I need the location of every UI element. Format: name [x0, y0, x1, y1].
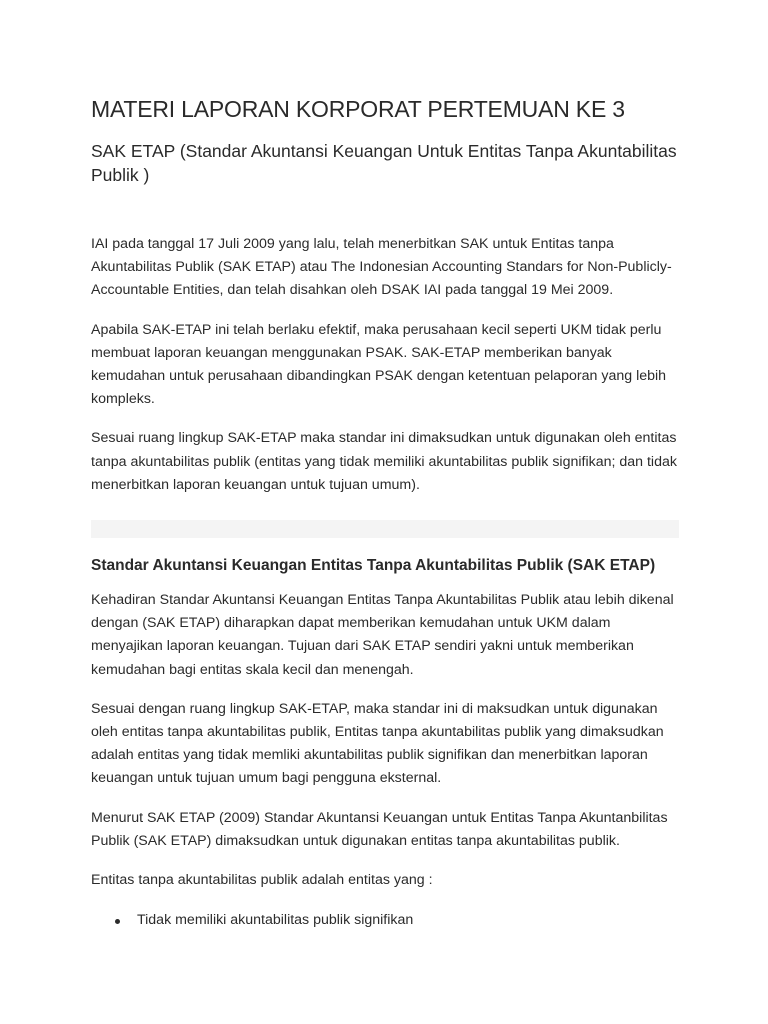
section-paragraph-3: Menurut SAK ETAP (2009) Standar Akuntansi Keuangan untuk Entitas Tanpa Akuntanbilitas Publik (SAK ETAP) dimaksudkan untuk digunakan entitas tanpa akuntabilitas publik.: [91, 809, 668, 849]
list-item-text: Tidak memiliki akuntabilitas publik signifikan: [137, 912, 414, 929]
intro-paragraph-1: IAI pada tanggal 17 Juli 2009 yang lalu, telah menerbitkan SAK untuk Entitas tanpa Akuntabilitas Publik (SAK ETAP) atau The Indonesian Accounting Standars for Non-Publicly-Accountable Entities, dan telah disahkan oleh DSAK IAI pada tanggal 19 Mei 2009.: [91, 236, 672, 299]
intro-paragraph-3: Sesuai ruang lingkup SAK-ETAP maka standar ini dimaksudkan untuk digunakan oleh entitas tanpa akuntabilitas publik (entitas yang tidak memiliki akuntabilitas publik signifikan; dan tidak menerbitkan laporan keuangan untuk tujuan umum).: [91, 430, 677, 493]
document-title: MATERI LAPORAN KORPORAT PERTEMUAN KE 3: [91, 96, 625, 122]
bullet-icon: [115, 919, 120, 924]
list-item: [137, 909, 681, 932]
section-paragraph-1: Kehadiran Standar Akuntansi Keuangan Entitas Tanpa Akuntabilitas Publik atau lebih dikenal dengan (SAK ETAP) diharapkan dapat memberikan kemudahan untuk UKM dalam menyajikan laporan keuangan. Tujuan dari SAK ETAP sendiri yakni untuk memberikan kemudahan bagi entitas skala kecil dan menengah.: [91, 592, 674, 678]
document-page: [91, 94, 681, 932]
criteria-list: [91, 909, 681, 932]
section-heading: Standar Akuntansi Keuangan Entitas Tanpa Akuntabilitas Publik (SAK ETAP): [91, 557, 656, 575]
section-paragraph-2: Sesuai dengan ruang lingkup SAK-ETAP, maka standar ini di maksudkan untuk digunakan oleh entitas tanpa akuntabilitas publik, Entitas tanpa akuntabilitas publik yang dimaksudkan adalah entitas yang tidak memliki akuntabilitas publik signifikan dan menerbitkan laporan keuangan untuk tujuan umum bagi pengguna eksternal.: [91, 700, 664, 787]
document-subtitle: SAK ETAP (Standar Akuntansi Keuangan Untuk Entitas Tanpa Akuntabilitas Publik ): [91, 141, 677, 185]
section-divider: [91, 520, 679, 538]
intro-paragraph-2: Apabila SAK-ETAP ini telah berlaku efektif, maka perusahaan kecil seperti UKM tidak perlu membuat laporan keuangan menggunakan PSAK. SAK-ETAP memberikan banyak kemudahan untuk perusahaan dibandingkan PSAK dengan ketentuan pelaporan yang lebih kompleks.: [91, 321, 667, 408]
section-paragraph-4: Entitas tanpa akuntabilitas publik adalah entitas yang :: [91, 872, 433, 889]
